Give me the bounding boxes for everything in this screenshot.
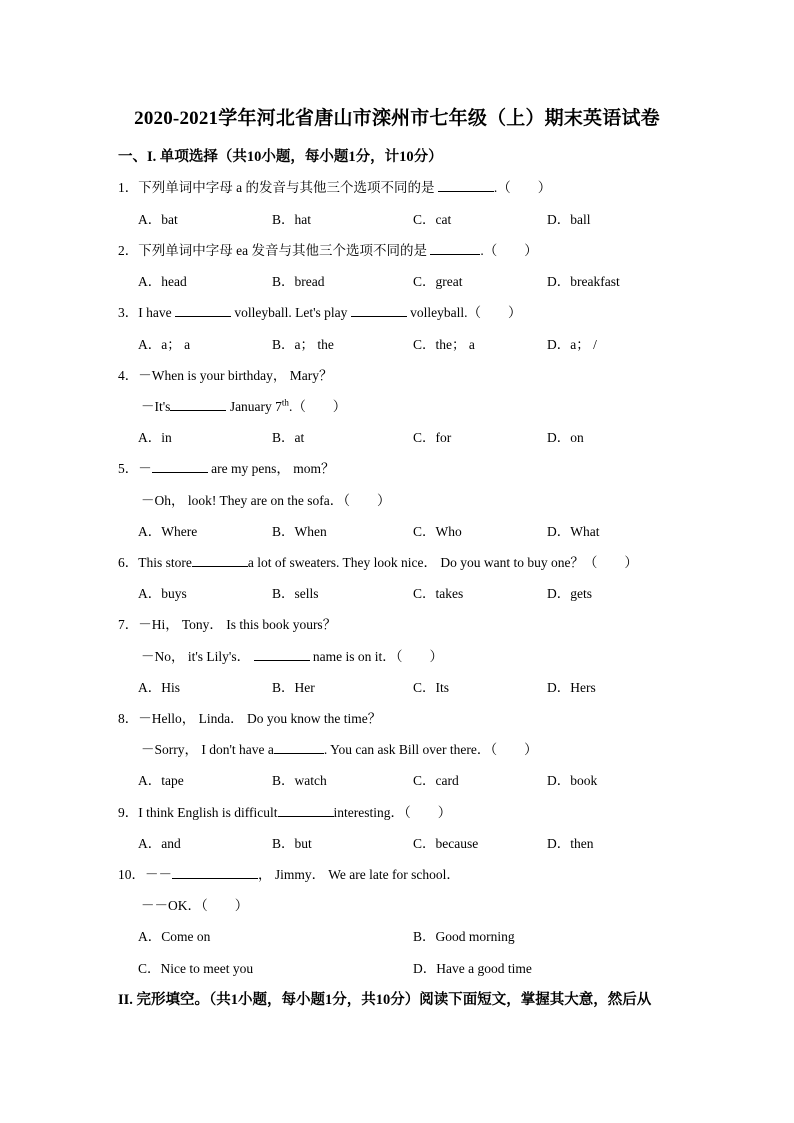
question-4-reply	[141, 395, 346, 415]
option-b: B．but	[272, 836, 312, 851]
option-d: D．a； /	[547, 337, 597, 352]
question-text: ， Jimmy． We are late for school．	[258, 867, 460, 882]
question-text: interesting．（ ）	[333, 805, 452, 820]
superscript: th	[281, 397, 289, 408]
question-text: －No， it's Lily's．	[141, 649, 251, 664]
option-a: A．Come on	[138, 929, 211, 944]
answer-blank	[172, 867, 258, 879]
question-5	[118, 457, 334, 477]
answer-blank	[170, 399, 226, 411]
section-heading-1: 一、I. 单项选择（共10小题，每小题1分，计10分）	[118, 149, 443, 165]
option-b: B．sells	[272, 586, 319, 601]
answer-blank	[438, 180, 494, 192]
question-10	[118, 863, 460, 883]
answer-blank	[430, 243, 480, 255]
option-d: D．ball	[547, 212, 591, 227]
answer-blank	[274, 742, 324, 754]
option-b: B．Her	[272, 680, 315, 695]
question-text: －It's	[141, 399, 171, 414]
question-text: a lot of sweaters. They look nice． Do you want to buy one？（ ）	[247, 555, 638, 570]
option-a: A．His	[138, 680, 181, 695]
question-text: 5．－	[118, 461, 152, 476]
question-text: .（ ）	[493, 180, 552, 195]
option-c: C．because	[413, 836, 479, 851]
answer-blank	[254, 649, 310, 661]
option-a: A．head	[138, 274, 187, 289]
option-c: C．for	[413, 430, 452, 445]
question-text: －Sorry， I don't have a	[141, 742, 274, 757]
option-d: D．Hers	[547, 680, 596, 695]
option-a: A．and	[138, 836, 181, 851]
section-heading-2: II. 完形填空。（共1小题，每小题1分，共10分）阅读下面短文，掌握其大意，然后从	[118, 992, 652, 1008]
option-b: B．at	[272, 430, 305, 445]
option-c: C．card	[413, 773, 459, 788]
option-a: A．in	[138, 430, 172, 445]
question-7: 7．－Hi， Tony． Is this book yours？	[118, 617, 337, 632]
question-10-reply: －－OK．（ ）	[141, 898, 249, 913]
option-d: D．Have a good time	[413, 961, 532, 976]
option-a: A．Where	[138, 524, 198, 539]
option-b: B．When	[272, 524, 327, 539]
option-a: A．tape	[138, 773, 184, 788]
answer-blank	[278, 805, 334, 817]
page-title: 2020-2021学年河北省唐山市滦州市七年级（上）期末英语试卷	[134, 108, 660, 129]
option-c: C．Who	[413, 524, 462, 539]
question-text: .（ ）	[288, 399, 347, 414]
question-4: 4．－When is your birthday， Mary？	[118, 368, 333, 383]
answer-blank	[351, 305, 407, 317]
answer-blank	[175, 305, 231, 317]
question-text: .（ ）	[480, 243, 538, 258]
question-text: 3．I have	[118, 305, 172, 320]
question-text: 6．This store	[118, 555, 192, 570]
option-c: C．Nice to meet you	[138, 961, 254, 976]
option-c: C．takes	[413, 586, 464, 601]
option-a: A．a； a	[138, 337, 191, 352]
question-8-reply	[141, 738, 538, 758]
option-c: C．the； a	[413, 337, 475, 352]
answer-blank	[152, 461, 208, 473]
question-text: name is on it．（ ）	[312, 649, 443, 664]
option-b: B．watch	[272, 773, 327, 788]
option-d: D．What	[547, 524, 600, 539]
question-text: are my pens， mom？	[211, 461, 335, 476]
answer-blank	[192, 555, 248, 567]
question-7-reply	[141, 645, 443, 665]
question-8: 8．－Hello， Linda． Do you know the time？	[118, 711, 382, 726]
question-1	[118, 176, 551, 196]
option-b: B．a； the	[272, 337, 334, 352]
option-b: B．hat	[272, 212, 311, 227]
option-b: B．bread	[272, 274, 325, 289]
option-d: D．on	[547, 430, 584, 445]
option-c: C．Its	[413, 680, 450, 695]
question-text: . You can ask Bill over there．（ ）	[323, 742, 538, 757]
question-2	[118, 239, 538, 259]
question-3	[118, 301, 522, 321]
question-text: volleyball.（ ）	[410, 305, 522, 320]
question-text: 9．I think English is difficult	[118, 805, 278, 820]
option-d: D．then	[547, 836, 594, 851]
option-c: C．cat	[413, 212, 452, 227]
option-d: D．breakfast	[547, 274, 620, 289]
option-b: B．Good morning	[413, 929, 515, 944]
question-6	[118, 551, 638, 571]
option-d: D．gets	[547, 586, 592, 601]
question-text: 1．下列单词中字母 a 的发音与其他三个选项不同的是	[118, 180, 435, 195]
question-text: 10．－－	[118, 867, 172, 882]
option-c: C．great	[413, 274, 463, 289]
option-d: D．book	[547, 773, 598, 788]
question-text: volleyball. Let's play	[234, 305, 348, 320]
option-a: A．buys	[138, 586, 187, 601]
question-5-reply: －Oh， look! They are on the sofa．（ ）	[141, 493, 391, 508]
question-text: 2．下列单词中字母 ea 发音与其他三个选项不同的是	[118, 243, 427, 258]
option-a: A．bat	[138, 212, 178, 227]
question-text: January 7	[229, 399, 282, 414]
question-9	[118, 801, 451, 821]
